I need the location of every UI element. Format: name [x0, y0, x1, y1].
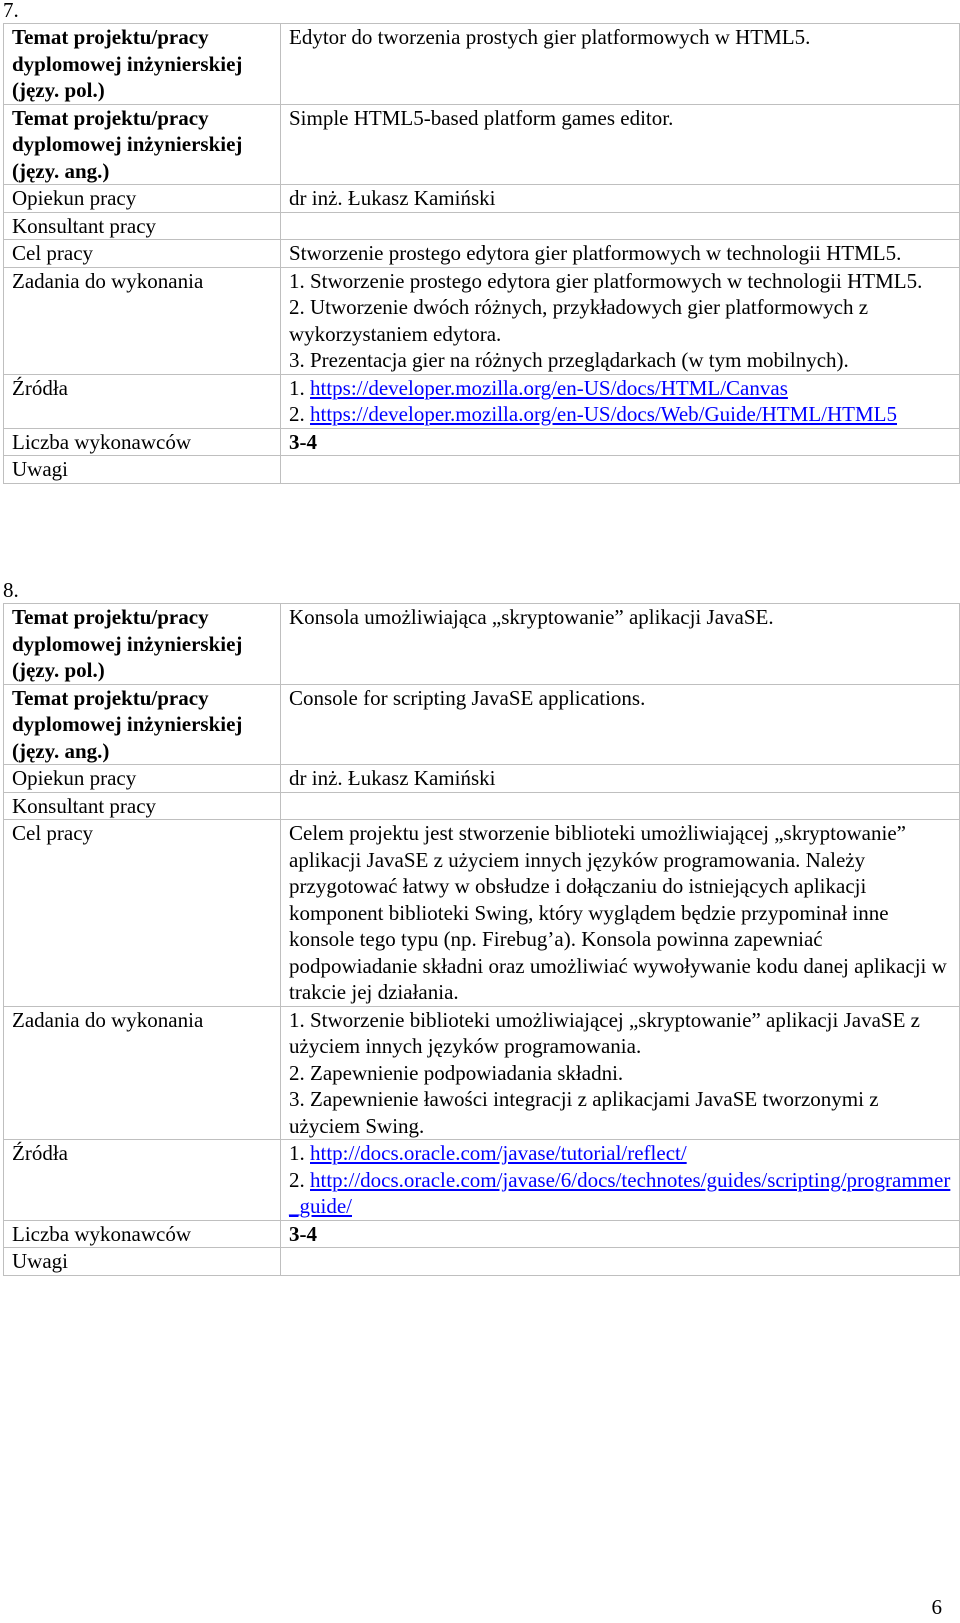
label-supervisor: Opiekun pracy	[4, 185, 281, 213]
label-title-en: Temat projektu/pracy dyplomowej inżynierskiej (języ. ang.)	[4, 684, 281, 765]
label-executors: Liczba wykonawców	[4, 428, 281, 456]
value-title-pl: Konsola umożliwiająca „skryptowanie” aplikacji JavaSE.	[281, 604, 960, 685]
label-notes: Uwagi	[4, 456, 281, 484]
value-executors: 3-4	[281, 428, 960, 456]
value-supervisor: dr inż. Łukasz Kamiński	[281, 765, 960, 793]
source-link[interactable]: https://developer.mozilla.org/en-US/docs/HTML/Canvas	[310, 375, 788, 400]
value-consultant	[281, 212, 960, 240]
label-supervisor: Opiekun pracy	[4, 765, 281, 793]
label-tasks: Zadania do wykonania	[4, 267, 281, 374]
value-sources	[281, 1140, 960, 1221]
row-title-pl	[4, 604, 960, 685]
row-title-en	[4, 104, 960, 185]
value-tasks	[281, 1006, 960, 1140]
label-sources: Źródła	[4, 1140, 281, 1221]
label-title-en: Temat projektu/pracy dyplomowej inżynierskiej (języ. ang.)	[4, 104, 281, 185]
source-number: 2.	[289, 1167, 310, 1192]
value-title-en: Simple HTML5-based platform games editor.	[281, 104, 960, 185]
value-supervisor: dr inż. Łukasz Kamiński	[281, 185, 960, 213]
value-consultant	[281, 792, 960, 820]
value-title-en: Console for scripting JavaSE applications.	[281, 684, 960, 765]
label-notes: Uwagi	[4, 1248, 281, 1276]
source-link[interactable]: http://docs.oracle.com/javase/6/docs/technotes/guides/scripting/programmer_guide/	[289, 1167, 951, 1218]
row-goal	[4, 240, 960, 268]
row-supervisor	[4, 765, 960, 793]
row-executors	[4, 428, 960, 456]
value-notes	[281, 1248, 960, 1276]
task-item: 3. Prezentacja gier na różnych przeglądarkach (w tym mobilnych).	[289, 348, 849, 372]
value-notes	[281, 456, 960, 484]
source-number: 1.	[289, 375, 310, 400]
source-number: 1.	[289, 1141, 310, 1165]
page-number: 6	[931, 1595, 942, 1619]
task-item: 3. Zapewnienie ławości integracji z aplikacjami JavaSE tworzonymi z użyciem Swing.	[289, 1087, 879, 1138]
value-title-pl: Edytor do tworzenia prostych gier platformowych w HTML5.	[281, 24, 960, 105]
row-supervisor	[4, 185, 960, 213]
label-consultant: Konsultant pracy	[4, 212, 281, 240]
label-title-pl: Temat projektu/pracy dyplomowej inżynierskiej (języ. pol.)	[4, 604, 281, 685]
value-sources	[281, 374, 960, 428]
section-7-number: 7.	[3, 0, 19, 22]
value-tasks	[281, 267, 960, 374]
source-item	[289, 1167, 953, 1220]
row-tasks	[4, 267, 960, 374]
source-item	[289, 1140, 953, 1167]
project-8-table	[3, 603, 960, 1276]
value-goal: Celem projektu jest stworzenie biblioteki umożliwiającej „skryptowanie” aplikacji JavaSE z użyciem innych języków programowania. Należy przygotować łatwy w obsłudze i dołączaniu do istniejących aplikacji komponent biblioteki Swing, który wyglądem będzie przypominał inne konsole tego typu (np. Firebug’a). Konsola powinna zapewniać podpowiadanie składni oraz umożliwiać wywoływanie kodu danej aplikacji w trakcie jej działania.	[281, 820, 960, 1007]
row-tasks	[4, 1006, 960, 1140]
label-goal: Cel pracy	[4, 820, 281, 1007]
source-number: 2.	[289, 402, 310, 426]
task-item: 2. Utworzenie dwóch różnych, przykładowych gier platformowych z wykorzystaniem edytora.	[289, 295, 869, 346]
task-item: 1. Stworzenie prostego edytora gier platformowych w technologii HTML5.	[289, 268, 923, 293]
label-sources: Źródła	[4, 374, 281, 428]
label-executors: Liczba wykonawców	[4, 1220, 281, 1248]
row-executors	[4, 1220, 960, 1248]
source-item	[289, 375, 953, 402]
row-sources	[4, 374, 960, 428]
task-item: 1. Stworzenie biblioteki umożliwiającej „skryptowanie” aplikacji JavaSE z użyciem innych języków programowania.	[289, 1007, 920, 1058]
section-8-number: 8.	[3, 578, 19, 602]
row-notes	[4, 456, 960, 484]
row-title-en	[4, 684, 960, 765]
row-goal	[4, 820, 960, 1007]
label-goal: Cel pracy	[4, 240, 281, 268]
source-item	[289, 401, 953, 428]
value-goal: Stworzenie prostego edytora gier platformowych w technologii HTML5.	[281, 240, 960, 268]
row-title-pl	[4, 24, 960, 105]
row-notes	[4, 1248, 960, 1276]
label-title-pl: Temat projektu/pracy dyplomowej inżynierskiej (języ. pol.)	[4, 24, 281, 105]
label-consultant: Konsultant pracy	[4, 792, 281, 820]
project-7-table	[3, 23, 960, 484]
row-sources	[4, 1140, 960, 1221]
source-link[interactable]: http://docs.oracle.com/javase/tutorial/reflect/	[310, 1141, 687, 1165]
row-consultant	[4, 792, 960, 820]
task-item: 2. Zapewnienie podpowiadania składni.	[289, 1060, 624, 1085]
label-tasks: Zadania do wykonania	[4, 1006, 281, 1140]
value-executors: 3-4	[281, 1220, 960, 1248]
row-consultant	[4, 212, 960, 240]
source-link[interactable]: https://developer.mozilla.org/en-US/docs/Web/Guide/HTML/HTML5	[310, 402, 897, 426]
